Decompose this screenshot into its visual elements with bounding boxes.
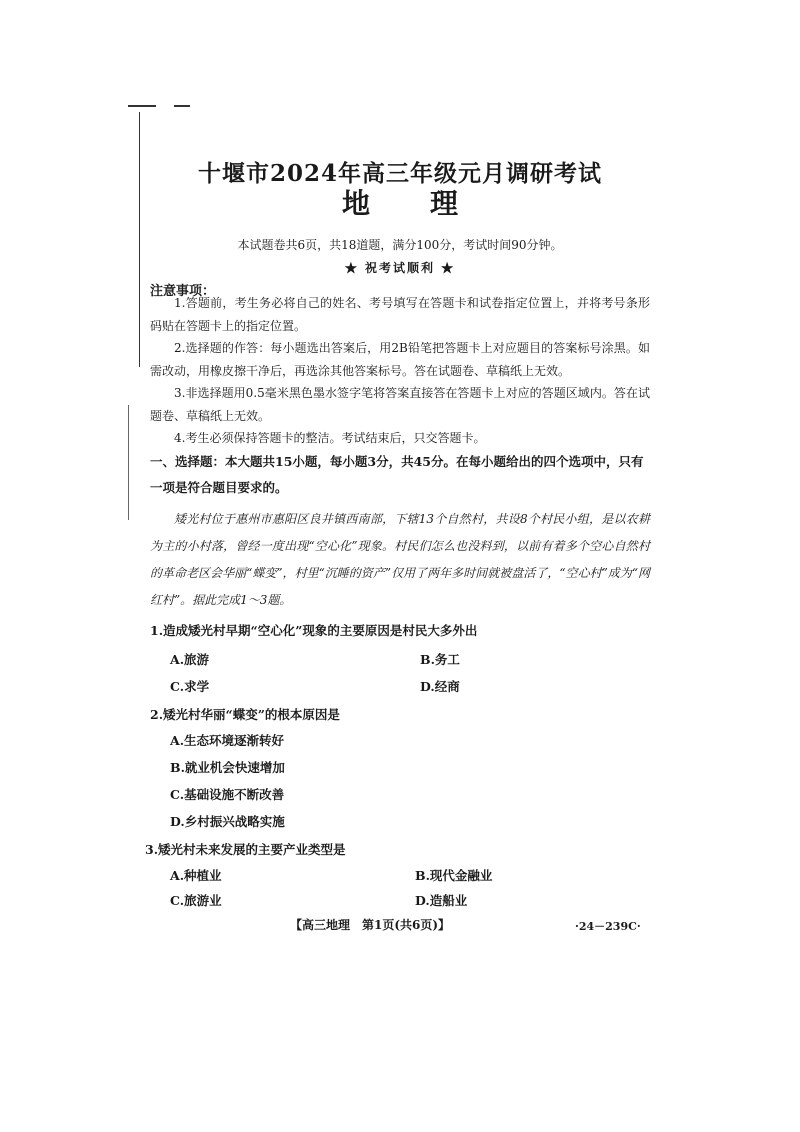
note-item-1: 1.答题前，考生务必将自己的姓名、考号填写在答题卡和试卷指定位置上，并将考号条形码贴在答题卡上的指定位置。 bbox=[150, 296, 650, 333]
question-3-option-c: C.旅游业 bbox=[170, 893, 222, 908]
notes-heading: 注意事项： bbox=[150, 284, 216, 299]
question-1-stem: 1.造成矮光村早期“空心化”现象的主要原因是村民大多外出 bbox=[150, 623, 478, 638]
question-1-option-d: D.经商 bbox=[420, 679, 460, 694]
question-2-option-d: D.乡村振兴战略实施 bbox=[170, 814, 285, 829]
question-2-option-c: C.基础设施不断改善 bbox=[170, 787, 285, 802]
question-1-option-b: B.务工 bbox=[420, 652, 460, 667]
exam-info: 本试题卷共6页，共18道题，满分100分，考试时间90分钟。 bbox=[237, 238, 563, 252]
binding-mark-top-left bbox=[128, 105, 156, 107]
question-2-option-b: B.就业机会快速增加 bbox=[170, 760, 285, 775]
section-heading: 一、选择题：本大题共15小题，每小题3分，共45分。在每小题给出的四个选项中，只有一项是符合题目要求的。 bbox=[150, 454, 644, 495]
note-item-3: 3.非选择题用0.5毫米黑色墨水签字笔将答案直接答在答题卡上对应的答题区域内。答在试题卷、草稿纸上无效。 bbox=[150, 386, 650, 423]
paper-code: ·24－239C· bbox=[575, 920, 641, 933]
question-3-option-d: D.造船业 bbox=[415, 893, 468, 908]
binding-mark-top-right bbox=[174, 105, 190, 107]
question-3-stem: 3.矮光村未来发展的主要产业类型是 bbox=[145, 842, 346, 857]
note-item-4: 4.考生必须保持答题卡的整洁。考试结束后，只交答题卡。 bbox=[174, 431, 486, 445]
reading-passage: 矮光村位于惠州市惠阳区良井镇西南部，下辖13个自然村，共设8个村民小组，是以农耕为主的小村落，曾经一度出现“空心化”现象。村民们怎么也没料到，以前有着多个空心自然村的革命老区会华丽“蝶变”，村里“沉睡的资产”仅用了两年多时间就被盘活了，“空心村”成为“网红村”。据此完成1～3题。 bbox=[150, 512, 650, 607]
question-1-option-c: C.求学 bbox=[170, 679, 210, 694]
subject-title: 地理 bbox=[341, 187, 518, 220]
binding-line-lower bbox=[128, 405, 129, 520]
good-luck-banner: ★ 祝考试顺利 ★ bbox=[344, 261, 456, 275]
note-item-2: 2.选择题的作答：每小题选出答案后，用2B铅笔把答题卡上对应题目的答案标号涂黑。如需改动，用橡皮擦干净后，再选涂其他答案标号。答在试题卷、草稿纸上无效。 bbox=[150, 341, 650, 378]
question-2-stem: 2.矮光村华丽“蝶变”的根本原因是 bbox=[150, 707, 340, 722]
exam-title: 十堰市2024年高三年级元月调研考试 bbox=[197, 160, 602, 187]
question-2-option-a: A.生态环境逐渐转好 bbox=[170, 733, 285, 748]
question-3-option-a: A.种植业 bbox=[170, 868, 222, 883]
page-footer: 【高三地理 第1页(共6页)】 bbox=[290, 918, 451, 932]
question-1-option-a: A.旅游 bbox=[170, 652, 210, 667]
question-3-option-b: B.现代金融业 bbox=[415, 868, 493, 883]
